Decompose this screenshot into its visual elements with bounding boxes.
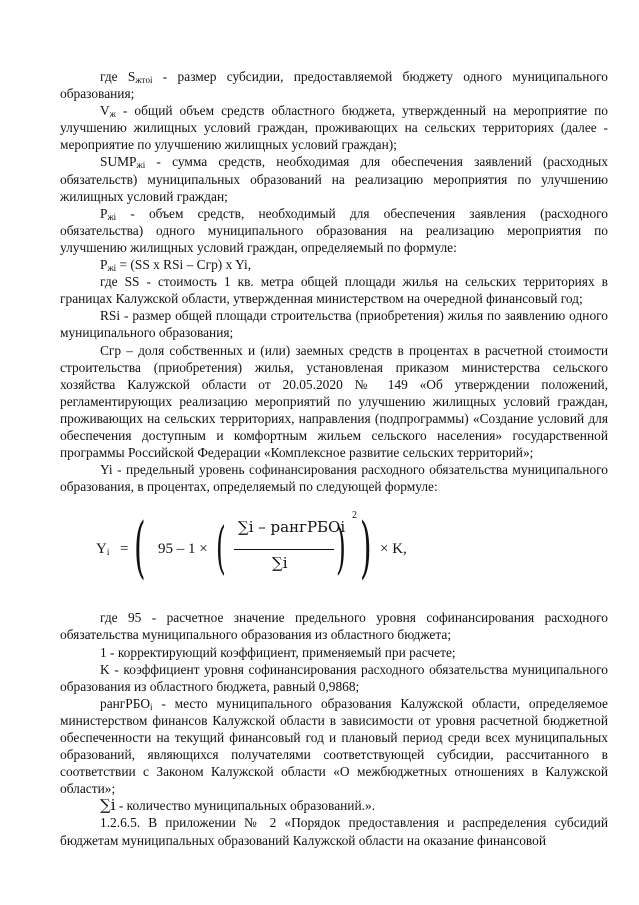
text: - размер субсидии, предоставляемой бюджету одного муниципального образования;: [60, 69, 608, 102]
formula-paren-inner-close: ): [336, 516, 346, 582]
formula-lhs: $Y_i$: [96, 541, 110, 558]
formula-fraction-bar: [234, 549, 334, 550]
text: P: [100, 205, 108, 221]
formula-const: 95 – 1 ×: [158, 541, 208, 558]
formula-numerator: ∑i – рангРБОi: [238, 518, 346, 537]
text: - место муниципального образования Калужской области, определяемое министерством финансов Калужской области в зависимости от уровня расчетной бюджетной обеспеченности на текущий финансовый год и плановый период среди всех муниципальных образований, являющихся получателями соответствующей субсидии, рассчитанного в соответствии с Законом Калужской области «О межбюджетных отношениях в Калужской области»;: [60, 695, 608, 797]
text: рангРБО: [100, 695, 151, 711]
document-body: [60, 68, 608, 849]
formula-paren-inner-open: (: [216, 516, 226, 582]
paragraph-total-volume: [60, 102, 608, 153]
text: где S: [100, 69, 136, 84]
paragraph-ss: где SS - стоимость 1 кв. метра общей площади жилья на сельских территориях в границах Калужской области, утвержденная министерством на очередной финансовый год;: [60, 274, 608, 307]
paragraph-rsi: RSi - размер общей площади строительства (приобретения) жилья по заявлению одного муниципального образования;: [60, 308, 608, 341]
paragraph-sigma: [60, 797, 608, 814]
text: SUMP: [100, 154, 137, 170]
paragraph-k: K - коэффициент уровня софинансирования расходного обязательства муниципального образования из областного бюджета, равный 0,9868;: [60, 661, 608, 694]
subscript: жтoi: [135, 75, 153, 85]
paragraph-formula-inline: [60, 256, 608, 273]
paragraph-rank: [60, 695, 608, 798]
text: - объем средств, необходимый для обеспечения заявления (расходного обязательства) одного муниципального образования на реализацию мероприятия по улучшению жилищных условий граждан, определяемый по формуле:: [60, 205, 608, 255]
paragraph-95: где 95 - расчетное значение предельного уровня софинансирования расходного обязательства муниципального образования из областного бюджета;: [60, 610, 608, 643]
formula-tail: × K,: [380, 541, 407, 558]
formula-eq: =: [120, 541, 129, 558]
text: - сумма средств, необходимая для обеспечения заявлений (расходных обязательств) муниципальных образований на реализацию мероприятия по улучшению жилищных условий граждан;: [60, 154, 608, 204]
paragraph-volume-per-municipality: [60, 205, 608, 256]
subscript: i: [150, 701, 153, 712]
paragraph-yi: Yi - предельный уровень софинансирования расходного обязательства муниципального образования, в процентах, определяемый по следующей формуле:: [60, 462, 608, 495]
formula-yi: [60, 501, 608, 605]
text: - количество муниципальных образований.».: [115, 798, 376, 814]
paragraph-cgr: Cгр – доля собственных и (или) заемных средств в процентах в расчетной стоимости строительства (приобретения) жилья, установленая приказом министерства сельского хозяйства Калужской области от 20.05.2020 № 149 «Об утверждении положений, регламентирующих реализацию мероприятий по улучшению жилищных условий граждан, проживающих на сельских территориях, направления (подпрограммы) «Создание условий для обеспечения доступным и комфортным жильем сельского населения» государственной программы Российской Федерации «Комплексное развитие сельских территорий»;: [60, 342, 608, 461]
text: P: [100, 257, 108, 273]
subscript: жi: [107, 211, 117, 222]
formula-exponent: 2: [352, 510, 357, 522]
formula-paren-close: ): [360, 509, 372, 587]
paragraph-subsidy-size: [60, 68, 608, 102]
sigma-symbol: ∑i: [100, 796, 116, 815]
subscript: жi: [107, 263, 117, 274]
formula-denominator: ∑i: [272, 554, 288, 573]
paragraph-sum: [60, 153, 608, 204]
text: - общий объем средств областного бюджета, утвержденный на мероприятие по улучшению жилищных условий граждан, проживающих на сельских территориях (далее - мероприятие по улучшению жилищных условий граждан);: [60, 103, 608, 153]
text: V: [100, 103, 110, 119]
paragraph-1: 1 - корректирующий коэффициент, применяемый при расчете;: [100, 644, 456, 660]
formula-paren-open: (: [134, 509, 146, 587]
paragraph-1-2-6-5: 1.2.6.5. В приложении № 2 «Порядок предоставления и распределения субсидий бюджетам муниципальных образований Калужской области на оказание финансовой: [60, 815, 608, 848]
text: = (SS x RSi – Cгр) x Yi,: [116, 257, 252, 273]
subscript: ж: [109, 109, 116, 120]
subscript: жi: [136, 160, 146, 171]
